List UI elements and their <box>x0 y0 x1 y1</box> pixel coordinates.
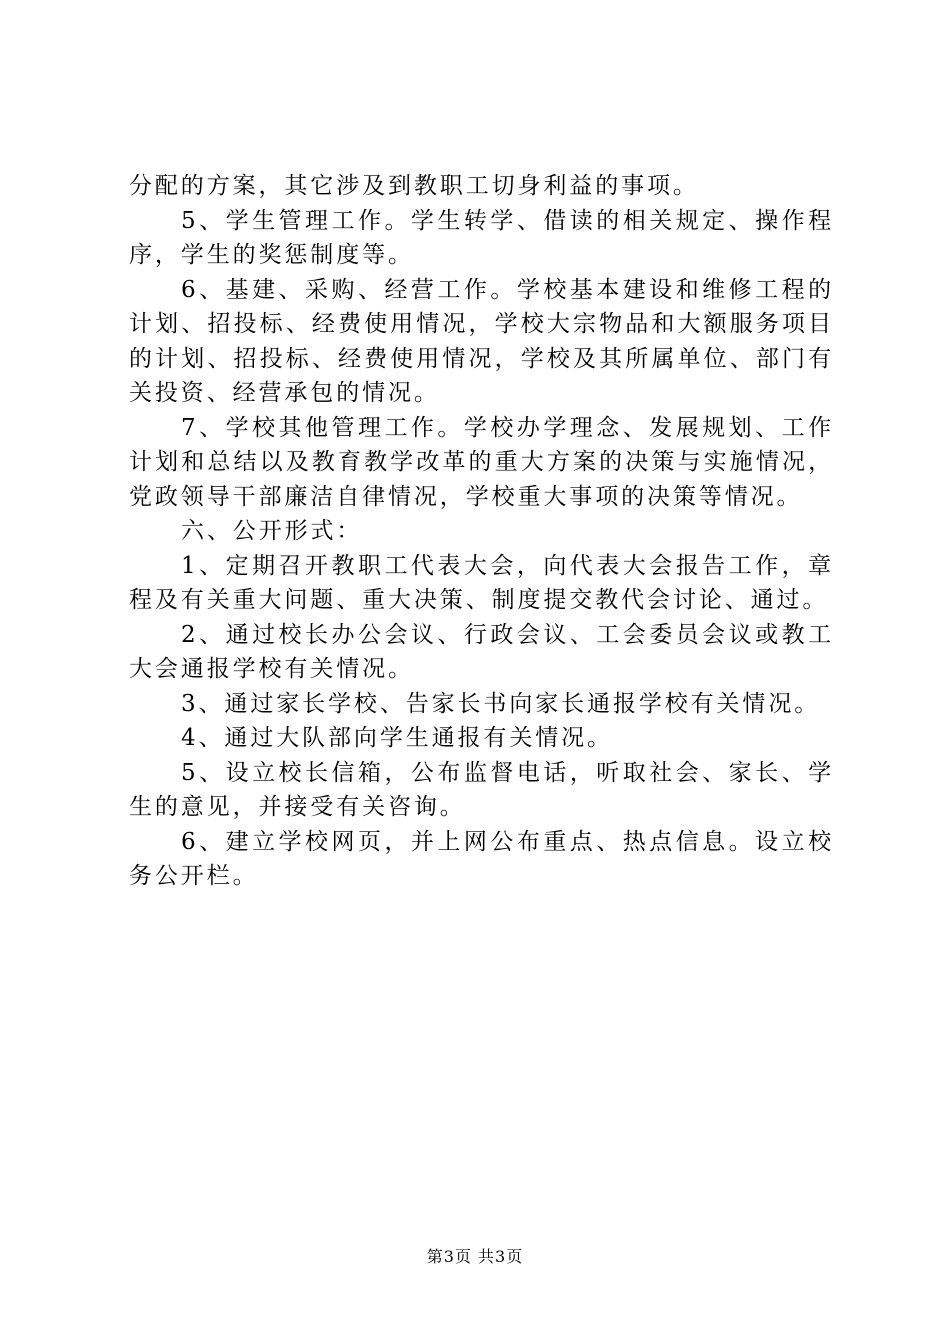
paragraph-meetings: 2、通过校长办公会议、行政会议、工会委员会议或教工大会通报学校有关情况。 <box>129 621 834 682</box>
document-body <box>129 169 834 894</box>
paragraph-construction-procurement: 6、基建、采购、经营工作。学校基本建设和维修工程的计划、招投标、经费使用情况，学校大宗物品和大额服务项目的计划、招投标、经费使用情况，学校及其所属单位、部门有关投资、经营承包的情况。 <box>129 276 834 406</box>
paragraph-parent-school: 3、通过家长学校、告家长书向家长通报学校有关情况。 <box>181 690 821 717</box>
paragraph-other-management: 7、学校其他管理工作。学校办学理念、发展规划、工作计划和总结以及教育教学改革的重大方案的决策与实施情况，党政领导干部廉洁自律情况，学校重大事项的决策等情况。 <box>129 414 834 510</box>
paragraph-website: 6、建立学校网页，并上网公布重点、热点信息。设立校务公开栏。 <box>129 828 834 889</box>
paragraph-brigade: 4、通过大队部向学生通报有关情况。 <box>181 725 613 751</box>
paragraph-continuation: 分配的方案，其它涉及到教职工切身利益的事项。 <box>129 173 699 199</box>
paragraph-staff-congress: 1、定期召开教职工代表大会，向代表大会报告工作，章程及有关重大问题、重大决策、制度提交教代会讨论、通过。 <box>129 552 834 613</box>
paragraph-student-management: 5、学生管理工作。学生转学、借读的相关规定、操作程序，学生的奖惩制度等。 <box>129 207 834 268</box>
section-heading-disclosure-forms: 六、公开形式： <box>181 518 363 544</box>
page-number-footer: 第3页 共3页 <box>426 1247 524 1266</box>
paragraph-mailbox: 5、设立校长信箱，公布监督电话，听取社会、家长、学生的意见，并接受有关咨询。 <box>129 759 834 820</box>
